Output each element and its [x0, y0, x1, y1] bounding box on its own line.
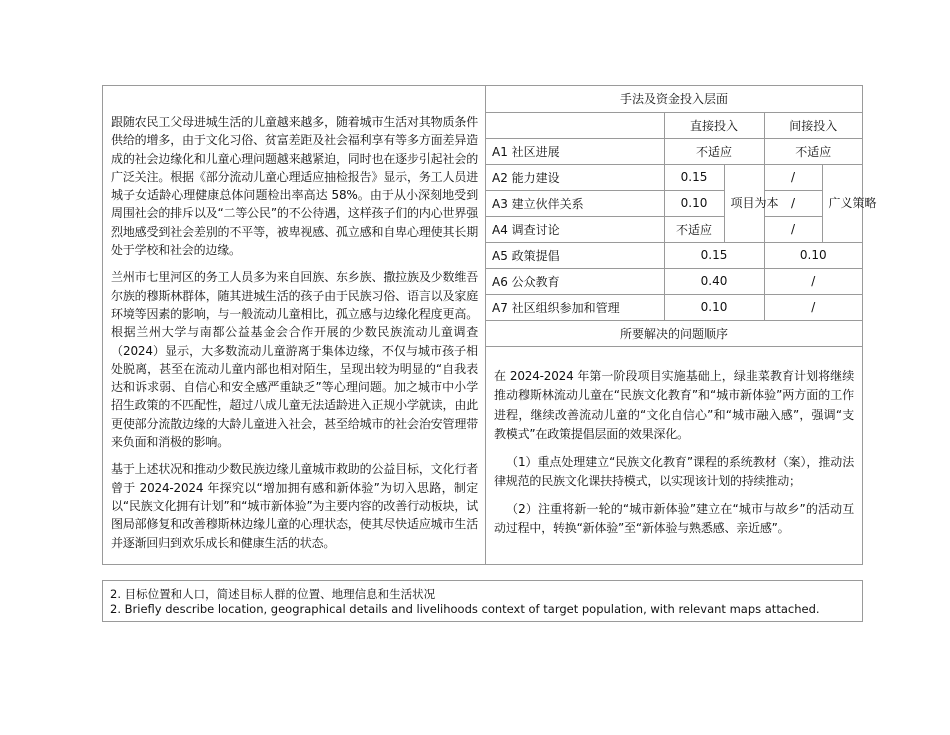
cell-a5-indirect: 0.10 — [764, 242, 862, 268]
cell-a7-indirect: / — [764, 294, 862, 320]
plan-description — [486, 347, 862, 539]
col-header-direct: 直接投入 — [664, 112, 764, 138]
cell-a3-indirect: / — [764, 190, 822, 216]
cell-a2-direct: 0.15 — [664, 164, 724, 190]
cell-a7-direct: 0.10 — [664, 294, 764, 320]
table-row — [486, 320, 862, 346]
section-2-title-en: 2. Briefly describe location, geographical details and livelihoods context of target population, with relevant maps attached. — [110, 602, 820, 616]
table-row — [486, 86, 862, 112]
background-narrative — [103, 86, 486, 564]
narrative-paragraph-3: 基于上述状况和推动少数民族边缘儿童城市救助的公益目标，文化行者曾于 2024-2024 年探究以“增加拥有感和新体验”为切入思路，制定以“民族文化拥有计划”和“城市新体验”为主要内容的改善行动板块，试图局部修复和改善穆斯林边缘儿童的心理状态，使其尽快适应城市生活并逐渐回归到欢乐成长和健康生活的状态。 — [111, 462, 478, 550]
proposal-section-frame — [102, 85, 877, 565]
table-row — [486, 294, 862, 320]
row-label-a6: A6 公众教育 — [486, 268, 664, 294]
narrative-paragraph-2: 兰州市七里河区的务工人员多为来自回族、东乡族、撒拉族及少数维吾尔族的穆斯林群体，随其进城生活的孩子由于民族习俗、语言以及家庭环境等因素的影响，与一般流动儿童相比，孤立感与边缘化程度更高。根据兰州大学与南都公益基金会合作开展的少数民族流动儿童调查（2024）显示，大多数流动儿童游离于集体边缘，不仅与城市孩子相处脱离，甚至在流动儿童内部也相对陌生，呈现出较为明显的“自我表达和诉求弱、自信心和安全感严重缺乏”等心理问题。加之城市中小学招生政策的不匹配性，超过八成儿童无法适龄进入正规小学就读，由此更使部分流散边缘的大龄儿童进入社会，甚至给城市的社会治安管理带来负面和消极的影响。 — [111, 270, 478, 450]
table-row — [486, 164, 862, 190]
cell-a5-direct: 0.15 — [664, 242, 764, 268]
cell-a6-indirect: / — [764, 268, 862, 294]
col-header-indirect: 间接投入 — [764, 112, 862, 138]
row-label-a5: A5 政策提倡 — [486, 242, 664, 268]
problems-order-title: 所要解决的问题顺序 — [486, 320, 862, 346]
narrative-paragraph-1: 跟随农民工父母进城生活的儿童越来越多，随着城市生活对其物质条件供给的增多，由于文化习俗、贫富差距及社会福利享有等多方面差异造成的社会边缘化和儿童心理问题越来越紧迫，同时也在逐步引起社会的广泛关注。根据《部分流动儿童心理适应抽检报告》显示，务工人员进城子女适龄心理健康总体问题检出率高达 58%。由于从小深刻地受到周围社会的排斥以及“二等公民”的不公待遇，这样孩子们的内心世界强烈地感受到社会差别的不平等，被卑视感、孤立感和自卑心理使其长期处于学校和社会的边缘。 — [111, 115, 478, 258]
cell-a1-indirect: 不适应 — [764, 138, 862, 164]
cell-a1-direct: 不适应 — [664, 138, 764, 164]
cell-a6-direct: 0.40 — [664, 268, 764, 294]
row-label-a3: A3 建立伙伴关系 — [486, 190, 664, 216]
section-2-prompt — [102, 580, 863, 622]
matrix-corner-cell — [486, 112, 664, 138]
plan-paragraph-3: （2）注重将新一轮的“城市新体验”建立在“城市与故乡”的活动互动过程中，转换“新体验”至“新体验与熟悉感、亲近感”。 — [494, 501, 854, 535]
cell-a4-indirect: / — [764, 216, 822, 242]
section-2-title-cn: 2. 目标位置和人口，简述目标人群的位置、地理信息和生活状况 — [110, 587, 436, 601]
table-row — [486, 190, 862, 216]
cell-a3-direct: 0.10 — [664, 190, 724, 216]
table-row — [486, 268, 862, 294]
matrix-header-title: 手法及资金投入层面 — [486, 86, 862, 112]
plan-paragraph-2: （1）重点处理建立“民族文化教育”课程的系统教材（案），推动法律规范的民族文化课扶持模式，以实现该计划的持续推动； — [494, 454, 854, 488]
table-row — [486, 112, 862, 138]
row-label-a4: A4 调查讨论 — [486, 216, 664, 242]
broad-strategy-label: 广义策略 — [822, 164, 862, 242]
table-row — [486, 216, 862, 242]
cell-a4-direct: 不适应 — [664, 216, 724, 242]
table-row — [486, 242, 862, 268]
plan-paragraph-1: 在 2024-2024 年第一阶段项目实施基础上，绿韭菜教育计划将继续推动穆斯林流动儿童在“民族文化教育”和“城市新体验”两方面的工作进程，继续改善流动儿童的“文化自信心”和“城市融入感”，强调“支教模式”在政策提倡层面的效果深化。 — [494, 368, 854, 441]
investment-matrix-table — [486, 86, 877, 347]
table-row — [486, 138, 862, 164]
project-based-label: 项目为本 — [724, 164, 764, 242]
strategy-panel — [486, 86, 877, 564]
row-label-a1: A1 社区进展 — [486, 138, 664, 164]
row-label-a2: A2 能力建设 — [486, 164, 664, 190]
row-label-a7: A7 社区组织参加和管理 — [486, 294, 664, 320]
cell-a2-indirect: / — [764, 164, 822, 190]
